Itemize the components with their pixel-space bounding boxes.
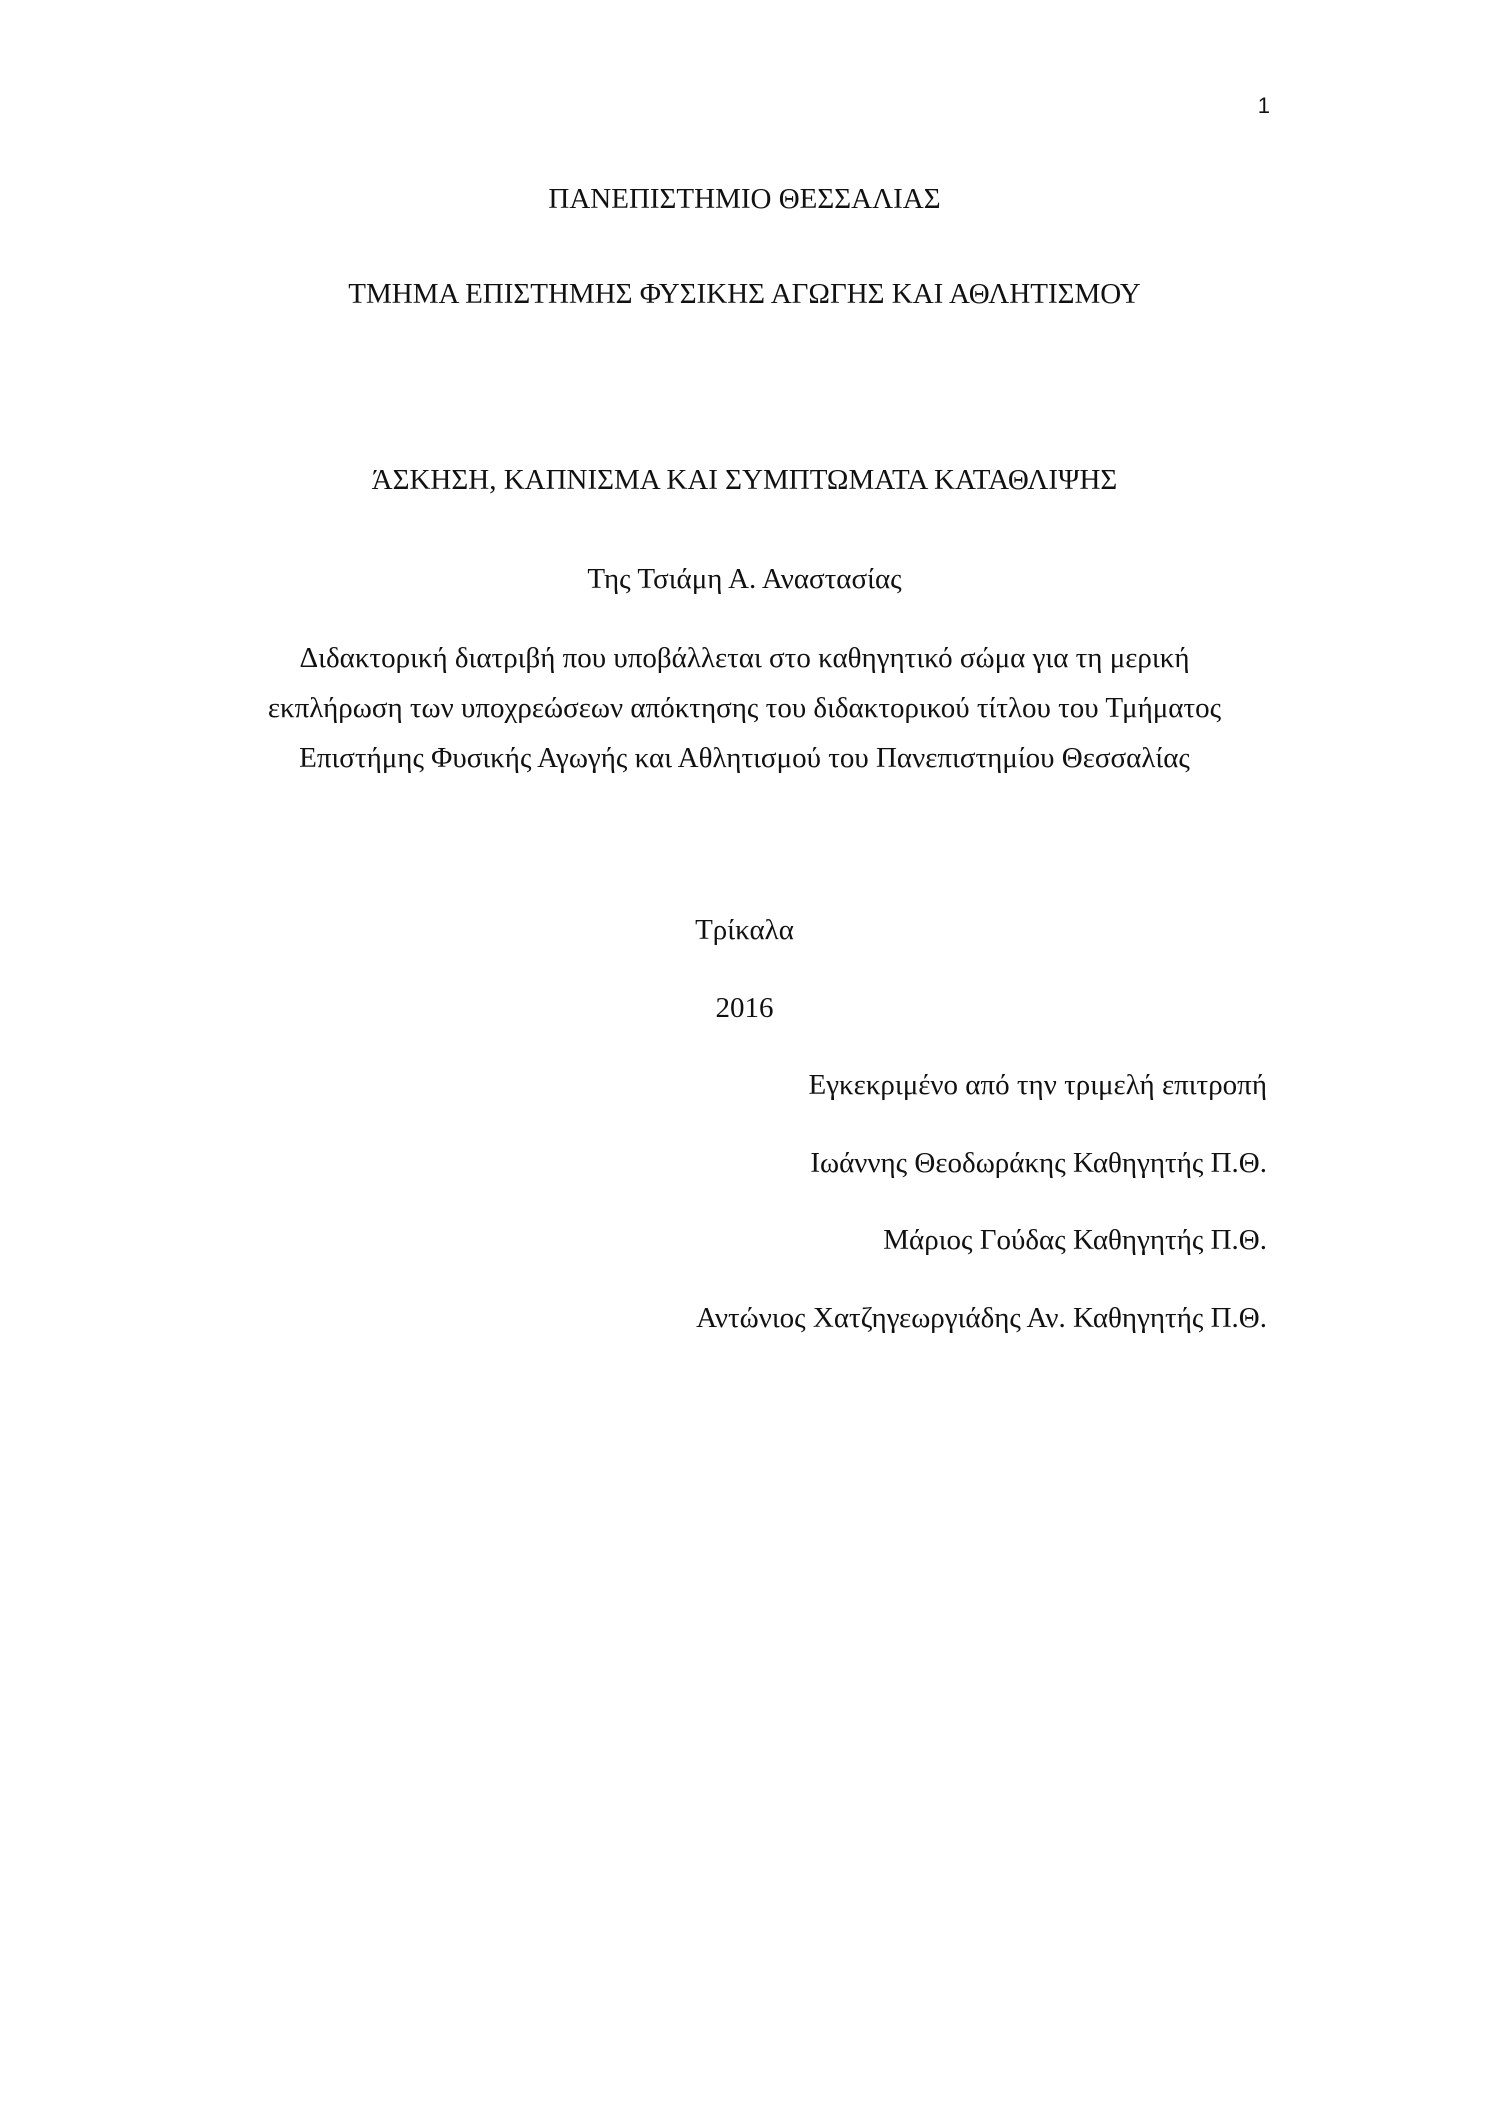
committee-member: Μάριος Γούδας Καθηγητής Π.Θ. <box>883 1224 1267 1256</box>
committee-member: Αντώνιος Χατζηγεωργιάδης Αν. Καθηγητής Π.Θ. <box>696 1302 1267 1334</box>
committee-member: Ιωάννης Θεοδωράκης Καθηγητής Π.Θ. <box>810 1147 1267 1179</box>
year: 2016 <box>715 992 774 1024</box>
description-line: Διδακτορική διατριβή που υποβάλλεται στο καθηγητικό σώμα για τη μερική <box>299 642 1190 674</box>
city: Τρίκαλα <box>695 914 794 946</box>
department-name: ΤΜΗΜΑ ΕΠΙΣΤΗΜΗΣ ΦΥΣΙΚΗΣ ΑΓΩΓΗΣ ΚΑΙ ΑΘΛΗΤΙΣΜΟΥ <box>348 278 1141 310</box>
description-line: εκπλήρωση των υποχρεώσεων απόκτησης του διδακτορικού τίτλου του Τμήματος <box>267 692 1222 724</box>
author-line: Της Τσιάμη Α. Αναστασίας <box>587 563 902 595</box>
description-line: Επιστήμης Φυσικής Αγωγής και Αθλητισμού του Πανεπιστημίου Θεσσαλίας <box>299 742 1190 774</box>
thesis-title: ΆΣΚΗΣΗ, ΚΑΠΝΙΣΜΑ ΚΑΙ ΣΥΜΠΤΩΜΑΤΑ ΚΑΤΑΘΛΙΨΗΣ <box>371 464 1118 496</box>
committee-heading: Εγκεκριμένο από την τριμελή επιτροπή <box>808 1069 1267 1101</box>
university-name: ΠΑΝΕΠΙΣΤΗΜΙΟ ΘΕΣΣΑΛΙΑΣ <box>548 183 941 215</box>
page-number: 1 <box>1257 93 1270 118</box>
